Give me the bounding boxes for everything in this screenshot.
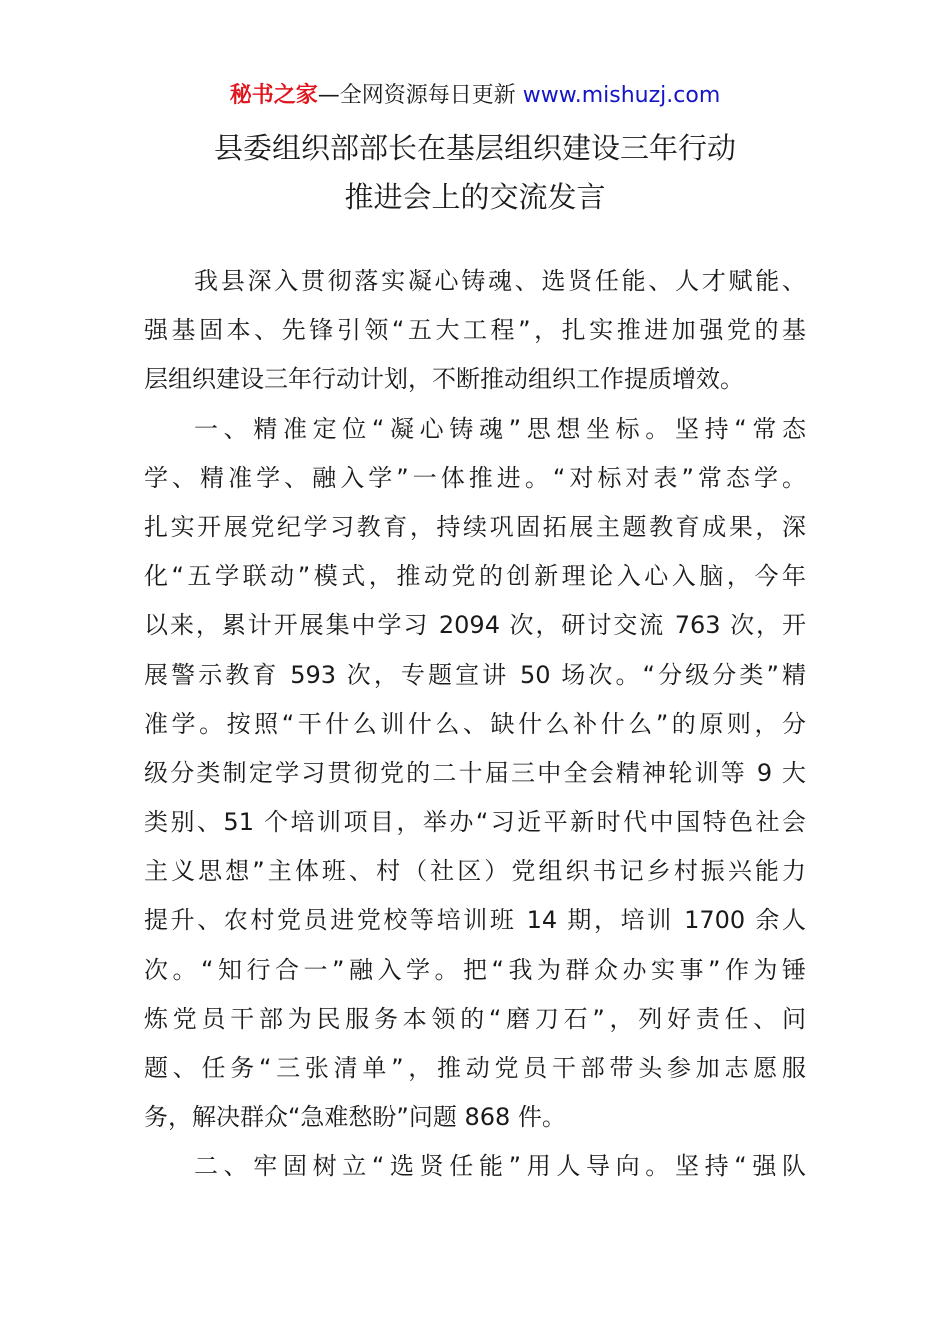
- site-tagline: —全网资源每日更新: [317, 83, 523, 108]
- body-line: 展警示教育 593 次，专题宣讲 50 场次。“分级分类”精: [144, 660, 806, 689]
- body-line: 提升、农村党员进党校等培训班 14 期，培训 1700 余人: [144, 906, 806, 935]
- document-title-line-1: 县委组织部部长在基层组织建设三年行动: [213, 131, 736, 165]
- body-line: 炼党员干部为民服务本领的“磨刀石”，列好责任、问: [144, 1004, 806, 1033]
- site-header: [0, 80, 950, 112]
- site-brand: 秘书之家: [229, 83, 318, 108]
- body-line: 二、牢固树立“选贤任能”用人导向。坚持“强队: [194, 1152, 806, 1181]
- body-line: 强基固本、先锋引领“五大工程”，扎实推进加强党的基: [144, 316, 806, 345]
- document-body: [144, 257, 806, 1192]
- body-line: 以来，累计开展集中学习 2094 次，研讨交流 763 次，开: [144, 611, 806, 640]
- body-line: 类别、51 个培训项目，举办“习近平新时代中国特色社会: [144, 808, 806, 837]
- site-url-link[interactable]: www.mishuzj.com: [522, 83, 721, 108]
- body-line: 扎实开展党纪学习教育，持续巩固拓展主题教育成果，深: [144, 512, 806, 541]
- body-line: 务，解决群众“急难愁盼”问题 868 件。: [144, 1103, 566, 1132]
- body-line: 学、精准学、融入学”一体推进。“对标对表”常态学。: [144, 463, 806, 492]
- document-title-line-2: 推进会上的交流发言: [344, 180, 606, 214]
- body-line: 我县深入贯彻落实凝心铸魂、选贤任能、人才赋能、: [194, 267, 806, 295]
- body-line: 主义思想”主体班、村（社区）党组织书记乡村振兴能力: [144, 857, 806, 886]
- body-line: 层组织建设三年行动计划，不断推动组织工作提质增效。: [144, 365, 744, 394]
- body-line: 题、任务“三张清单”，推动党员干部带头参加志愿服: [144, 1054, 806, 1082]
- body-line: 一、精准定位“凝心铸魂”思想坐标。坚持“常态: [194, 414, 806, 443]
- body-line: 次。“知行合一”融入学。把“我为群众办实事”作为锤: [144, 955, 806, 984]
- body-line: 级分类制定学习贯彻党的二十届三中全会精神轮训等 9 大: [144, 758, 806, 787]
- body-line: 化“五学联动”模式，推动党的创新理论入心入脑，今年: [144, 562, 806, 591]
- body-line: 准学。按照“干什么训什么、缺什么补什么”的原则，分: [144, 709, 806, 738]
